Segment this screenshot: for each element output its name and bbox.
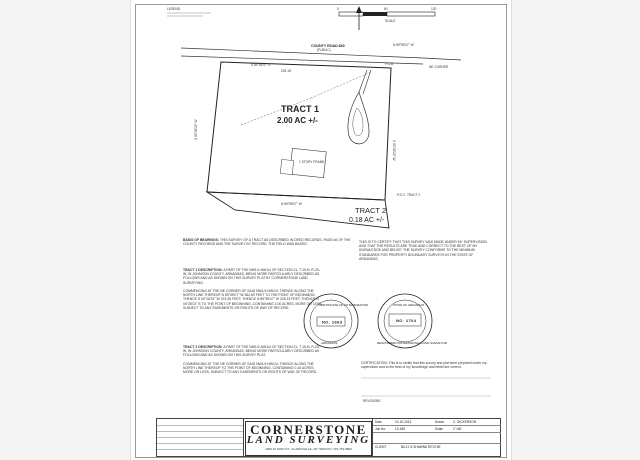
company-logo	[245, 421, 372, 456]
ne-corner-label: NE CORNER	[429, 65, 449, 69]
tract-2-description	[183, 345, 323, 374]
east-bearing-label: S 00°28'22" W	[392, 140, 396, 161]
tb-row-client	[373, 444, 501, 450]
client-label: CLIENT	[375, 445, 387, 449]
tract-1-title: TRACT 1	[281, 104, 319, 114]
company-name-line1: CORNERSTONE	[250, 422, 367, 437]
tract1-desc-text2: COMMENCING AT THE NE CORNER OF SAID NW1/4 NW1/4; THENCE ALONG THE NORTH LINE THEREOF N 89°55'07" W 362.69 FEET TO THE POINT OF BEGINNING; THENCE S 00°28'22" W 374.35 FEET; THENCE N 89°55'07" W 225.15 FEET; THENCE N 00°28'22" E TO THE POINT OF BEGINNING, CONTAINING 2.00 ACRES, MORE OR LESS, SUBJECT TO ANY EASEMENTS OR RIGHTS OF WAY OF RECORD.	[183, 289, 323, 310]
ne-bearing-label: N 89°55'07" W	[393, 43, 414, 47]
tract-1-description	[183, 268, 323, 310]
tract-1-boundary	[194, 62, 396, 206]
tract2-desc-title: TRACT 2 DESCRIPTION:	[183, 345, 223, 349]
pob-label: P.O.B.	[385, 62, 394, 66]
revisions-label: REVISIONS	[363, 399, 381, 403]
scale-tb-value: 1"=60'	[453, 427, 462, 431]
scale-tb-label: Scale	[435, 427, 443, 431]
legend-title: LEGEND	[167, 7, 181, 11]
top-bearing-label: S 89°55'07" E	[251, 63, 271, 67]
seal-right-ring: REGISTERED PROFESSIONAL LAND SURVEYOR	[377, 341, 448, 345]
seal-right-number: NO. 1704	[396, 318, 417, 323]
north-arrow	[356, 6, 362, 30]
basis-text: THIS SURVEY OF A TRACT AS DESCRIBED IN DEED RECORDS, PAGE ## OF THE COUNTY RECORDS AND THE SURVEY BY RECORD. THE FIELD WAS BASED.	[183, 238, 351, 247]
seal-left-number: NO. 1663	[322, 319, 343, 325]
cert-note-text: CERTIFICATION: This is to certify that this survey and plat were prepared under my supervision and to the best of my knowledge and belief are correct.	[361, 361, 487, 370]
drawn-value: C. DICKERSON	[453, 420, 477, 424]
driveway-loop	[348, 92, 369, 144]
date-value: 10-10-2013	[395, 420, 412, 424]
drawn-label: Drawn	[435, 420, 445, 424]
tract2-desc-text2: COMMENCING AT THE NE CORNER OF SAID NW1/4 NW1/4; THENCE ALONG THE NORTH LINE THEREOF TO THE POINT OF BEGINNING, CONTAINING 0.18 ACRES, MORE OR LESS, SUBJECT TO ANY EASEMENTS OR RIGHTS OF WAY OF RECORD.	[183, 361, 318, 375]
certification-note	[359, 240, 489, 261]
tract-2-area: 0.18 AC +/-	[349, 217, 385, 224]
bottom-bearing-label: N 89°55'07" W	[281, 202, 302, 206]
right-note-text: THIS IS TO CERTIFY THAT THIS SURVEY WAS MADE UNDER MY SUPERVISION AND THAT THE RESULTS ARE TRUE AND CORRECT TO THE BEST OF MY KNOWLEDGE AND BELIEF. THE SURVEY CONFORMS TO THE MINIMUM STANDARDS FOR PROPERTY BOUNDARY SURVEYS IN THE STATE OF ARKANSAS.	[359, 240, 487, 261]
house-footprint	[280, 148, 326, 177]
tract-2-boundary	[207, 192, 420, 228]
company-address: 1909 W. MAIN ST., CLARKSVILLE, AR 72830 PH: 479-754-5800	[265, 447, 352, 451]
tb-row-date	[373, 419, 501, 426]
scale-num-120: 120	[431, 7, 437, 11]
scale-bar	[337, 7, 437, 23]
basis-title: BASIS OF BEARINGS:	[183, 238, 219, 242]
tract1-desc-text: A PART OF THE NW1/4 NW1/4 OF SECTION 21, T-15-N, R-20-W, IN JOHNSON COUNTY, ARKANSAS, BEING MORE PARTICULARLY DESCRIBED AS FOLLOWS AND AS SHOWN ON THIS SURVEY PLAT BY CORNERSTONE LAND SURVEYING.	[183, 268, 320, 285]
scale-label: SCALE	[385, 19, 396, 23]
cert-note	[361, 361, 489, 369]
house-label: 1 STORY FRAME	[299, 160, 325, 164]
title-block-info	[372, 419, 501, 456]
client-value: BILLY & SHAWNA RITCHIE	[401, 445, 441, 449]
seal-left-ring: CERTIFICATE OF AUTHORIZATION	[319, 303, 369, 307]
top-distance-label: 225.15'	[281, 69, 292, 73]
tb-row-job	[373, 426, 501, 433]
survey-plat-sheet	[130, 0, 512, 460]
company-name-line2: LAND SURVEYING	[246, 434, 371, 446]
tract-1-area: 2.00 AC +/-	[277, 116, 318, 125]
job-value: 13-185	[395, 427, 405, 431]
tract2-desc-text: A PART OF THE NW1/4 NW1/4 OF SECTION 21, T-15-N, R-20-W, IN JOHNSON COUNTY, ARKANSAS, BEING MORE PARTICULARLY DESCRIBED AS FOLLOWS AND AS SHOWN ON THIS SURVEY PLAT.	[183, 345, 320, 358]
basis-of-bearings-block	[183, 238, 353, 246]
tract-2-title: TRACT 2	[355, 206, 387, 215]
scale-num-0: 0	[337, 7, 339, 11]
road-label: COUNTY ROAD 840	[311, 44, 345, 48]
scale-num-60: 60	[384, 7, 388, 11]
plat-drawing	[131, 0, 511, 460]
tb-row-blank	[373, 433, 501, 444]
date-label: Date	[375, 420, 382, 424]
seal-registered-surveyor	[377, 294, 448, 348]
west-bearing-label: S 00°28'22" W	[194, 119, 198, 140]
tract1-desc-title: TRACT 1 DESCRIPTION:	[183, 268, 223, 272]
title-block	[156, 418, 501, 457]
job-label: Job No.	[375, 427, 386, 431]
title-block-left	[157, 419, 244, 456]
seal-left-state: ARKANSAS	[321, 341, 338, 345]
road-sub-label: (PUBLIC)	[317, 48, 331, 52]
seal-right-state: STATE OF ARKANSAS	[393, 303, 425, 307]
poc-label: P.O.C. TRACT 2	[397, 193, 421, 197]
